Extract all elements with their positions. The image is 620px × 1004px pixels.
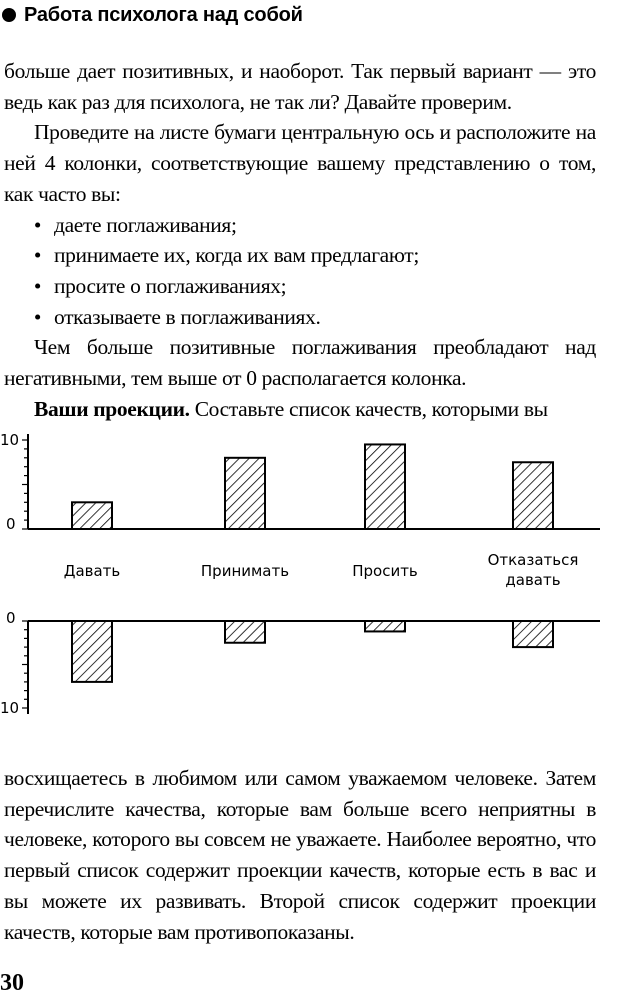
list-item: • даете поглаживания; [4, 210, 596, 241]
bar-negative [72, 621, 112, 682]
page-number: 30 [0, 970, 24, 996]
bullet-dot-icon [2, 8, 16, 22]
category-label: Отказаться [487, 551, 579, 569]
list-item: • принимаете их, когда их вам предлагают; [4, 240, 596, 271]
header-title: Работа психолога над собой [24, 4, 303, 26]
bar-positive [225, 458, 265, 529]
category-label: Принимать [200, 562, 290, 580]
bar-positive [365, 444, 405, 529]
body-text-top [4, 56, 596, 424]
list-item: • отказываете в поглаживаниях. [4, 302, 596, 333]
body-text-bottom [4, 763, 596, 947]
paragraph-instructions: Проведите на листе бумаги центральную ось и расположите на ней 4 колонки, соответствующие вашему представлению о том, как часто вы: [4, 120, 596, 206]
category-label: Давать [63, 562, 121, 580]
category-label: Просить [352, 562, 418, 580]
paragraph-explanation: Чем больше позитивные поглаживания преобладают над негативными, тем выше от 0 располагается колонка. [4, 335, 596, 391]
category-label: давать [505, 571, 561, 589]
lower-tick-label-0: 0 [6, 609, 16, 627]
bar-positive [513, 462, 553, 529]
lower-tick-label-10: 10 [0, 699, 20, 717]
bar-negative [513, 621, 553, 647]
paragraph-conclusion: восхищаетесь в любимом или самом уважаемом человеке. Затем перечислите качества, которые вам больше всего неприятны в человеке, которого вы совсем не уважаете. Наиболее вероятно, что первый список содержит проекции качеств, которые есть в вас и вы можете их развивать. Второй список содержит проекции качеств, которые вам противопоказаны. [4, 766, 596, 944]
section-heading: Ваши проекции. [34, 396, 190, 421]
bar-negative [225, 621, 265, 643]
paragraph-projections-text: Составьте список качеств, которыми вы [189, 396, 548, 421]
bar-positive [72, 502, 112, 529]
upper-tick-label-0: 0 [6, 515, 16, 533]
bar-chart [0, 400, 620, 730]
bullet-list [4, 210, 596, 333]
bar-negative [365, 621, 405, 631]
list-item: • просите о поглаживаниях; [4, 271, 596, 302]
running-header [0, 2, 303, 28]
upper-tick-label-10: 10 [0, 431, 20, 449]
paragraph-continuation: больше дает позитивных, и наоборот. Так первый вариант — это ведь как раз для психолога, не так ли? Давайте проверим. [4, 59, 596, 114]
